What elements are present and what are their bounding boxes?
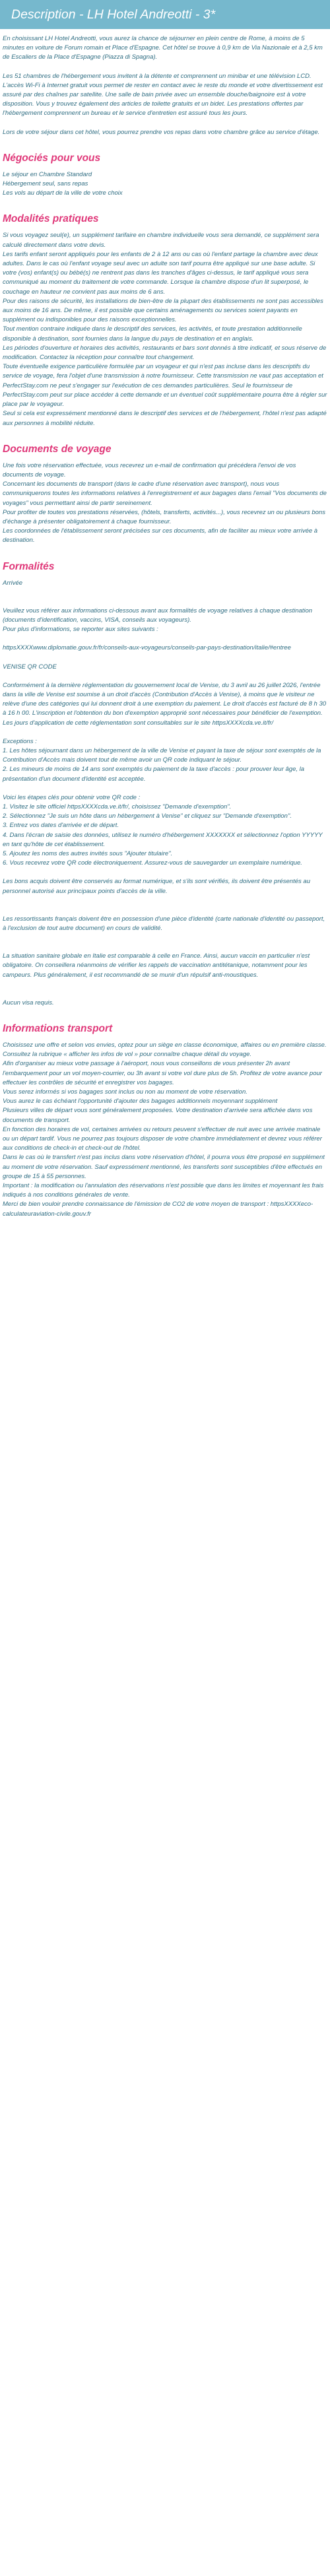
venise-paragraph: Conformément à la dernière réglementation du gouvernement local de Venise, du 3 avril au 26 juillet 2026, l'entrée dans la ville de Venise est soumise à un droit d'accès (Contribution d'Accès à Venise), à moins que le visiteur ne relève d'une des catégories qui lui donnent droit à une exemption du paiement. Le droit d'accès est facturé de 8 h 30 à 16 h 00. L'inscription et l'obtention du bon d'exemption approprié sont nécessaires pour bénéficier de l'exemption. Les jours d'application de cette réglementation sont consultables sur le site httpsXXXXcda.ve.it/fr/ — [3, 681, 327, 727]
qr-step: 1. Visitez le site officiel httpsXXXXcda.ve.it/fr/, choisissez "Demande d'exemption". — [3, 803, 232, 810]
venise-qr-heading: VENISE QR CODE — [3, 663, 57, 671]
visa-text: Aucun visa requis. — [3, 999, 54, 1007]
list-item: Hébergement seul, sans repas — [3, 180, 88, 188]
section-heading-formalites: Formalités — [3, 560, 55, 572]
transport-line: Dans le cas où le transfert n'est pas inclus dans votre réservation d'hôtel, il pourra vous être proposé en supplément au moment de votre réservation. Sauf expressément mentionné, les transferts sont susceptibles d'être effectués en groupe de 15 à 55 personnes. — [3, 1154, 325, 1180]
formalites-arrivee: Arrivée — [3, 579, 23, 587]
section-heading-transport: Informations transport — [3, 1023, 113, 1035]
exception-item: 2. Les mineurs de moins de 14 ans sont exemptés du paiement de la taxe d'accès : pour prouver leur âge, la présentation d'un document d'identité est acceptée. — [3, 766, 305, 783]
modalites-line: Toute éventuelle exigence particulière formulée par un voyageur et qui n'est pas incluse dans les descriptifs du service de voyage, fera l'objet d'une transmission à notre fournisseur. Cette transmission ne vaut pas acceptation et PerfectStay.com ne peut s'engager sur l'exécution de ces demandes particulières. Seul le fournisseur de PerfectStay.com peut sur place accéder à cette demande et un éventuel coût supplémentaire pourra être à régler sur place par le voyageur. — [3, 363, 327, 409]
transport-line: Important : la modification ou l'annulation des réservations n'est possible que dans les limites et moyennant les frais indiqués à nos conditions générales de vente. — [3, 1182, 324, 1199]
transport-line: Plusieurs villes de départ vous sont généralement proposées. Votre destination d'arrivée sera affichée dans vos documents de transport. — [3, 1107, 313, 1124]
intro-section — [3, 34, 327, 137]
modalites-line: Pour des raisons de sécurité, les installations de bien-être de la plupart des établissements ne sont pas accessibles aux moins de 16 ans. De même, il est possible que certains aménagements ou services soient payants en supplément ou indisponibles pour des raisons exceptionnelles. — [3, 297, 323, 324]
qr-step: 6. Vous recevrez votre QR code électroniquement. Assurez-vous de sauvegarder un exemplaire numérique. — [3, 859, 302, 867]
intro-paragraph: En choisissant LH Hotel Andreotti, vous aurez la chance de séjourner en plein centre de Rome, à moins de 5 minutes en voiture de Forum romain et Place d'Espagne. Cet hôtel se trouve à 0,9 km de Via Nazionale et à 2,5 km de Escaliers de la Place d'Espagne (Piazza di Spagna). — [3, 35, 323, 61]
bons-paragraph: Les bons acquis doivent être conservés au format numérique, et s'ils sont vérifiés, ils doivent être présentés au personnel autorisé aux principaux points d'accès de la ville. — [3, 878, 310, 895]
transport-text — [3, 1041, 327, 1219]
transport-line: Vous serez informés si vos bagages sont inclus ou non au moment de votre réservation. — [3, 1088, 248, 1096]
list-item: Les vols au départ de la ville de votre choix — [3, 189, 123, 197]
formalites-line: Pour plus d'informations, se reporter aux sites suivants : — [3, 626, 158, 634]
spacer — [3, 942, 327, 952]
transport-line: Vous aurez le cas échéant l'opportunité d'ajouter des bagages additionnels moyennant supplément — [3, 1098, 278, 1106]
section-heading-negocies: Négociés pour vous — [3, 152, 101, 164]
qr-step: 4. Dans l'écran de saisie des données, utilisez le numéro d'hébergement XXXXXXX et sélectionnez l'option YYYYY en tant qu'hôte de cet établissement. — [3, 831, 323, 848]
description-content — [0, 29, 330, 1219]
intro-paragraph: Lors de votre séjour dans cet hôtel, vous pourrez prendre vos repas dans votre chambre grâce au service d'étage. — [3, 128, 320, 136]
negocies-list — [3, 170, 327, 199]
transport-line: Choisissez une offre et selon vos envies, optez pour un siège en classe économique, affaires ou en première classe. — [3, 1041, 327, 1049]
exceptions-title: Exceptions : — [3, 737, 37, 745]
list-item: Le séjour en Chambre Standard — [3, 170, 92, 178]
formalites-section — [3, 560, 327, 1008]
qr-step: 2. Sélectionnez "Je suis un hôte dans un hébergement à Venise" et cliquez sur "Demande d'exemption". — [3, 812, 292, 820]
modalites-text — [3, 231, 327, 428]
negocies-section — [3, 152, 327, 199]
transport-section — [3, 1022, 327, 1219]
section-heading-modalites: Modalités pratiques — [3, 213, 99, 225]
description-banner — [0, 0, 330, 29]
modalites-line: Tout mention contraire indiquée dans le descriptif des services, les activités, et toute prestation additionnelle disponible à destination, sont fournies dans la langue du pays de destination et en anglais. — [3, 325, 302, 343]
formalites-intro — [3, 607, 327, 635]
transport-line: Afin d'organiser au mieux votre passage à l'aéroport, nous vous conseillons de vous présenter 2h avant l'embarquement pour un vol moyen-courrier, ou 3h avant si votre vol dure plus de 5h. Profitez de votre avance pour effectuer les contrôles de sécurité et enregistrer vos bagages. — [3, 1060, 322, 1086]
qr-step: 3. Entrez vos dates d'arrivée et de départ. — [3, 822, 119, 830]
spacer — [3, 906, 327, 915]
exception-item: 1. Les hôtes séjournant dans un hébergement de la ville de Venise et payant la taxe de séjour sont exemptés de la Contribution d'Accès mais doivent tout de même avoir un QR code indiquant le séjour. — [3, 746, 321, 764]
formalites-link[interactable]: httpsXXXXwww.diplomatie.gouv.fr/fr/conseils-aux-voyageurs/conseils-par-pays-destination/italie/#entree — [3, 644, 291, 652]
documents-section — [3, 443, 327, 546]
modalites-line: Les tarifs enfant seront appliqués pour les enfants de 2 à 12 ans ou cas où l'enfant partage la chambre avec deux adultes. Dans le cas où l'enfant voyage seul avec un adulte son tarif pourra être appliqué sur une base adulte. Si votre (vos) enfant(s) ou bébé(s) ne rentrent pas dans les tranches d'âges ci-dessus, le tarif appliqué vous sera communiqué au moment du traitement de votre commande. Lorsque la chambre dispose d'un lit superposé, le couchage en hauteur ne convient pas aux moins de 6 ans. — [3, 250, 318, 296]
modalites-line: Si vous voyagez seul(e), un supplément tarifaire en chambre individuelle vous sera demandé, ce supplément sera calculé directement dans votre devis. — [3, 232, 319, 249]
transport-line: En fonction des horaires de vol, certaines arrivées ou retours peuvent s'effectuer de nuit avec une arrivée matinale ou un départ tardif. Vous ne pourrez pas toujours disposer de votre chambre immédiatement et devrez vous référer aux conditions de check-in et check-out de l'hôtel. — [3, 1125, 322, 1152]
formalites-line: Veuillez vous référer aux informations ci-dessous avant aux formalités de voyage relatives à chaque destination (documents d'identification, vaccins, VISA, conseils aux voyageurs). — [3, 607, 313, 624]
intro-paragraph: Les 51 chambres de l'hébergement vous invitent à la détente et comprennent un minibar et une télévision LCD. L'accès Wi-Fi à Internet gratuit vous permet de rester en contact avec le reste du monde et votre divertissement est assuré par des chaînes par satellite. Une salle de bain privée avec un ensemble douche/baignoire est à votre disposition. Vous y trouvez également des articles de toilette gratuits et un bidet. Les prestations offertes par l'hébergement comprennent un bureau et le service d'entretien est assuré tous les jours. — [3, 72, 323, 117]
identite-paragraph: Les ressortissants français doivent être en possession d'une pièce d'identité (carte nationale d'identité ou passeport, à l'exclusion de tout autre document) en cours de validité. — [3, 915, 325, 933]
transport-line: Merci de bien vouloir prendre connaissance de l'émission de CO2 de votre moyen de transport : httpsXXXXeco-calculateuraviation-civile.gouv.fr — [3, 1201, 314, 1218]
page-title: Description - LH Hotel Andreotti - 3* — [11, 7, 216, 22]
qr-steps-title: Voici les étapes clés pour obtenir votre QR code : — [3, 793, 141, 801]
documents-line: Une fois votre réservation effectuée, vous recevrez un e-mail de confirmation qui précédera l'envoi de vos documents de voyage. — [3, 461, 296, 479]
documents-line: Concernant les documents de transport (dans le cadre d'une réservation avec transport), nous vous communiquerons toutes les informations relatives à l'enregistrement et aux bagages dans l'email "Vos documents de voyages" vous permettant ainsi de partir sereinement. — [3, 480, 327, 507]
documents-line: Les coordonnées de l'établissement seront précisées sur ces documents, afin de faciliter au mieux votre arrivée à destination. — [3, 527, 318, 545]
spacer — [3, 989, 327, 999]
exceptions-block — [3, 737, 327, 784]
spacer — [3, 597, 327, 607]
transport-line: Consultez la rubrique « afficher les infos de vol » pour connaître chaque détail du voyage. — [3, 1051, 252, 1059]
section-heading-documents: Documents de voyage — [3, 443, 112, 455]
modalites-line: Seul si cela est expressément mentionné dans le descriptif des services et de l'hébergement, l'hôtel n'est pas adapté aux personnes à mobilité réduite. — [3, 410, 327, 427]
qr-steps-block — [3, 793, 327, 869]
modalites-line: Les périodes d'ouverture et horaires des activités, restaurants et bars sont donnés à titre indicatif, et sous réserve de modification. Contactez la réception pour connaître tout changement. — [3, 344, 327, 362]
sanitaire-paragraph: La situation sanitaire globale en Italie est comparable à celle en France. Ainsi, aucun vaccin en particulier n'est obligatoire. On conseillera néanmoins de vérifier les rappels de vaccination antitétanique, notamment pour les campeurs. Plus généralement, il est recommandé de se munir d'un répulsif anti-moustiques. — [3, 952, 310, 979]
modalites-section — [3, 213, 327, 428]
qr-step: 5. Ajoutez les noms des autres invités sous "Ajouter titulaire". — [3, 850, 173, 857]
documents-text — [3, 461, 327, 546]
documents-line: Pour profiter de toutes vos prestations réservées, (hôtels, transferts, activités...), vous recevrez un ou plusieurs bons d'échange à présenter obligatoirement à chaque fournisseur. — [3, 508, 325, 525]
